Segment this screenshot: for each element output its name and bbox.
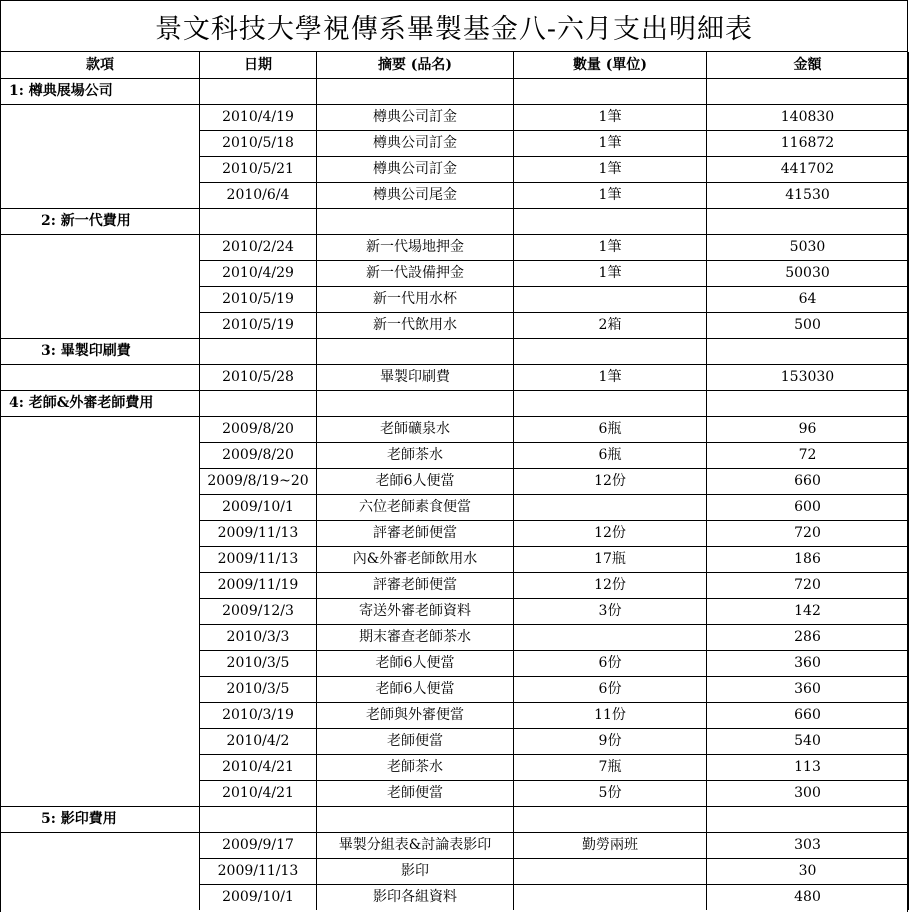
empty-cell[interactable] <box>707 339 909 365</box>
description-cell[interactable]: 老師與外審便當 <box>317 703 514 729</box>
description-cell[interactable]: 老師礦泉水 <box>317 417 514 443</box>
date-cell[interactable]: 2009/11/13 <box>200 859 317 885</box>
empty-cell[interactable] <box>317 391 514 417</box>
sheet-title: 景文科技大學視傳系畢製基金八-六月支出明細表 <box>0 0 908 52</box>
table-row <box>1 235 909 261</box>
date-cell[interactable]: 2010/2/24 <box>200 235 317 261</box>
category-cell[interactable] <box>1 625 200 651</box>
date-cell[interactable]: 2009/8/20 <box>200 417 317 443</box>
table-row <box>1 729 909 755</box>
category-cell[interactable] <box>1 599 200 625</box>
table-row <box>1 287 909 313</box>
category-row <box>1 209 909 235</box>
category-cell[interactable] <box>1 755 200 781</box>
description-cell[interactable]: 畢製分組表&討論表影印 <box>317 833 514 859</box>
date-cell[interactable]: 2010/4/29 <box>200 261 317 287</box>
quantity-cell[interactable] <box>514 859 707 885</box>
empty-cell[interactable] <box>200 391 317 417</box>
empty-cell[interactable] <box>707 209 909 235</box>
quantity-cell[interactable]: 11份 <box>514 703 707 729</box>
empty-cell[interactable] <box>707 391 909 417</box>
quantity-cell[interactable]: 1筆 <box>514 235 707 261</box>
quantity-cell[interactable]: 勤勞兩班 <box>514 833 707 859</box>
date-cell[interactable]: 2010/5/28 <box>200 365 317 391</box>
date-cell[interactable]: 2010/4/21 <box>200 781 317 807</box>
empty-cell[interactable] <box>514 391 707 417</box>
description-cell[interactable]: 新一代場地押金 <box>317 235 514 261</box>
amount-cell[interactable]: 113 <box>707 755 909 781</box>
date-cell[interactable]: 2009/11/19 <box>200 573 317 599</box>
table-row <box>1 781 909 807</box>
quantity-cell[interactable]: 6份 <box>514 677 707 703</box>
empty-cell[interactable] <box>200 807 317 833</box>
table-row <box>1 443 909 469</box>
quantity-cell[interactable] <box>514 495 707 521</box>
amount-cell[interactable]: 660 <box>707 703 909 729</box>
empty-cell[interactable] <box>707 79 909 105</box>
date-cell[interactable]: 2009/10/1 <box>200 495 317 521</box>
amount-cell[interactable]: 441702 <box>707 157 909 183</box>
table-row <box>1 651 909 677</box>
header-category[interactable]: 款項 <box>1 52 200 79</box>
quantity-cell[interactable]: 1筆 <box>514 157 707 183</box>
table-row <box>1 755 909 781</box>
expense-table <box>0 52 909 910</box>
description-cell[interactable]: 評審老師便當 <box>317 521 514 547</box>
description-cell[interactable]: 老師便當 <box>317 729 514 755</box>
amount-cell[interactable]: 140830 <box>707 105 909 131</box>
empty-cell[interactable] <box>317 209 514 235</box>
category-cell[interactable] <box>1 651 200 677</box>
description-cell[interactable]: 畢製印刷費 <box>317 365 514 391</box>
amount-cell[interactable]: 30 <box>707 859 909 885</box>
amount-cell[interactable]: 360 <box>707 677 909 703</box>
category-label[interactable]: 2: 新一代費用 <box>1 209 200 235</box>
empty-cell[interactable] <box>317 79 514 105</box>
quantity-cell[interactable]: 12份 <box>514 573 707 599</box>
quantity-cell[interactable]: 6瓶 <box>514 417 707 443</box>
date-cell[interactable]: 2010/3/19 <box>200 703 317 729</box>
date-cell[interactable]: 2009/8/20 <box>200 443 317 469</box>
amount-cell[interactable]: 64 <box>707 287 909 313</box>
category-cell[interactable] <box>1 729 200 755</box>
category-cell[interactable] <box>1 105 200 131</box>
amount-cell[interactable]: 303 <box>707 833 909 859</box>
table-row <box>1 885 909 911</box>
date-cell[interactable]: 2009/12/3 <box>200 599 317 625</box>
category-row <box>1 79 909 105</box>
amount-cell[interactable]: 720 <box>707 573 909 599</box>
amount-cell[interactable]: 96 <box>707 417 909 443</box>
date-cell[interactable]: 2010/5/21 <box>200 157 317 183</box>
empty-cell[interactable] <box>514 339 707 365</box>
date-cell[interactable]: 2009/8/19~20 <box>200 469 317 495</box>
amount-cell[interactable]: 660 <box>707 469 909 495</box>
empty-cell[interactable] <box>514 209 707 235</box>
amount-cell[interactable]: 286 <box>707 625 909 651</box>
category-cell[interactable] <box>1 365 200 391</box>
quantity-cell[interactable]: 17瓶 <box>514 547 707 573</box>
description-cell[interactable]: 老師便當 <box>317 781 514 807</box>
amount-cell[interactable]: 186 <box>707 547 909 573</box>
date-cell[interactable]: 2010/3/3 <box>200 625 317 651</box>
amount-cell[interactable]: 500 <box>707 313 909 339</box>
header-date[interactable]: 日期 <box>200 52 317 79</box>
category-cell[interactable] <box>1 313 200 339</box>
date-cell[interactable]: 2010/5/19 <box>200 287 317 313</box>
empty-cell[interactable] <box>514 79 707 105</box>
empty-cell[interactable] <box>317 807 514 833</box>
date-cell[interactable]: 2010/5/18 <box>200 131 317 157</box>
table-row <box>1 157 909 183</box>
category-cell[interactable] <box>1 859 200 885</box>
table-row <box>1 469 909 495</box>
description-cell[interactable]: 內&外審老師飲用水 <box>317 547 514 573</box>
amount-cell[interactable]: 50030 <box>707 261 909 287</box>
description-cell[interactable]: 樽典公司訂金 <box>317 131 514 157</box>
description-cell[interactable]: 期末審查老師茶水 <box>317 625 514 651</box>
category-label[interactable]: 3: 畢製印刷費 <box>1 339 200 365</box>
table-row <box>1 547 909 573</box>
date-cell[interactable]: 2009/11/13 <box>200 547 317 573</box>
quantity-cell[interactable]: 3份 <box>514 599 707 625</box>
description-cell[interactable]: 評審老師便當 <box>317 573 514 599</box>
amount-cell[interactable]: 41530 <box>707 183 909 209</box>
date-cell[interactable]: 2009/10/1 <box>200 885 317 911</box>
table-row <box>1 521 909 547</box>
quantity-cell[interactable]: 1筆 <box>514 365 707 391</box>
category-cell[interactable] <box>1 781 200 807</box>
category-cell[interactable] <box>1 235 200 261</box>
category-cell[interactable] <box>1 573 200 599</box>
quantity-cell[interactable]: 6份 <box>514 651 707 677</box>
description-cell[interactable]: 新一代用水杯 <box>317 287 514 313</box>
quantity-cell[interactable] <box>514 885 707 911</box>
description-cell[interactable]: 六位老師素食便當 <box>317 495 514 521</box>
header-quantity[interactable]: 數量 (單位) <box>514 52 707 79</box>
category-cell[interactable] <box>1 443 200 469</box>
table-row <box>1 703 909 729</box>
amount-cell[interactable]: 600 <box>707 495 909 521</box>
category-cell[interactable] <box>1 703 200 729</box>
quantity-cell[interactable]: 5份 <box>514 781 707 807</box>
amount-cell[interactable]: 300 <box>707 781 909 807</box>
quantity-cell[interactable] <box>514 287 707 313</box>
category-label[interactable]: 5: 影印費用 <box>1 807 200 833</box>
category-label[interactable]: 4: 老師&外審老師費用 <box>1 391 200 417</box>
empty-cell[interactable] <box>200 79 317 105</box>
description-cell[interactable]: 影印各組資料 <box>317 885 514 911</box>
amount-cell[interactable]: 480 <box>707 885 909 911</box>
table-row <box>1 677 909 703</box>
quantity-cell[interactable]: 12份 <box>514 469 707 495</box>
quantity-cell[interactable] <box>514 625 707 651</box>
category-cell[interactable] <box>1 417 200 443</box>
table-row <box>1 131 909 157</box>
table-row <box>1 365 909 391</box>
quantity-cell[interactable]: 9份 <box>514 729 707 755</box>
table-row <box>1 495 909 521</box>
category-cell[interactable] <box>1 469 200 495</box>
category-cell[interactable] <box>1 885 200 911</box>
category-cell[interactable] <box>1 521 200 547</box>
date-cell[interactable]: 2010/5/19 <box>200 313 317 339</box>
description-cell[interactable]: 樽典公司訂金 <box>317 157 514 183</box>
description-cell[interactable]: 老師6人便當 <box>317 677 514 703</box>
table-row <box>1 105 909 131</box>
category-cell[interactable] <box>1 677 200 703</box>
empty-cell[interactable] <box>514 807 707 833</box>
header-amount[interactable]: 金額 <box>707 52 909 79</box>
table-row <box>1 833 909 859</box>
date-cell[interactable]: 2010/4/2 <box>200 729 317 755</box>
header-description[interactable]: 摘要 (品名) <box>317 52 514 79</box>
table-body <box>1 79 909 911</box>
table-row <box>1 417 909 443</box>
category-cell[interactable] <box>1 833 200 859</box>
description-cell[interactable]: 老師6人便當 <box>317 469 514 495</box>
table-row <box>1 313 909 339</box>
date-cell[interactable]: 2010/3/5 <box>200 677 317 703</box>
empty-cell[interactable] <box>317 339 514 365</box>
category-cell[interactable] <box>1 495 200 521</box>
header-row <box>1 52 909 79</box>
description-cell[interactable]: 樽典公司訂金 <box>317 105 514 131</box>
description-cell[interactable]: 老師6人便當 <box>317 651 514 677</box>
amount-cell[interactable]: 153030 <box>707 365 909 391</box>
description-cell[interactable]: 新一代飲用水 <box>317 313 514 339</box>
category-row <box>1 807 909 833</box>
empty-cell[interactable] <box>200 339 317 365</box>
amount-cell[interactable]: 142 <box>707 599 909 625</box>
category-cell[interactable] <box>1 287 200 313</box>
description-cell[interactable]: 寄送外審老師資料 <box>317 599 514 625</box>
description-cell[interactable]: 老師茶水 <box>317 755 514 781</box>
amount-cell[interactable]: 360 <box>707 651 909 677</box>
category-row <box>1 339 909 365</box>
amount-cell[interactable]: 720 <box>707 521 909 547</box>
category-cell[interactable] <box>1 157 200 183</box>
date-cell[interactable]: 2010/6/4 <box>200 183 317 209</box>
quantity-cell[interactable]: 1筆 <box>514 131 707 157</box>
quantity-cell[interactable]: 1筆 <box>514 261 707 287</box>
description-cell[interactable]: 樽典公司尾金 <box>317 183 514 209</box>
quantity-cell[interactable]: 2箱 <box>514 313 707 339</box>
category-cell[interactable] <box>1 261 200 287</box>
description-cell[interactable]: 影印 <box>317 859 514 885</box>
amount-cell[interactable]: 116872 <box>707 131 909 157</box>
table-row <box>1 261 909 287</box>
empty-cell[interactable] <box>707 807 909 833</box>
date-cell[interactable]: 2010/4/21 <box>200 755 317 781</box>
date-cell[interactable]: 2010/3/5 <box>200 651 317 677</box>
category-cell[interactable] <box>1 547 200 573</box>
category-label[interactable]: 1: 樽典展場公司 <box>1 79 200 105</box>
date-cell[interactable]: 2009/9/17 <box>200 833 317 859</box>
category-row <box>1 391 909 417</box>
empty-cell[interactable] <box>200 209 317 235</box>
table-row <box>1 599 909 625</box>
quantity-cell[interactable]: 6瓶 <box>514 443 707 469</box>
table-row <box>1 573 909 599</box>
description-cell[interactable]: 老師茶水 <box>317 443 514 469</box>
table-row <box>1 625 909 651</box>
table-row <box>1 183 909 209</box>
table-row <box>1 859 909 885</box>
quantity-cell[interactable]: 7瓶 <box>514 755 707 781</box>
date-cell[interactable]: 2010/4/19 <box>200 105 317 131</box>
quantity-cell[interactable]: 12份 <box>514 521 707 547</box>
category-cell[interactable] <box>1 183 200 209</box>
quantity-cell[interactable]: 1筆 <box>514 105 707 131</box>
amount-cell[interactable]: 540 <box>707 729 909 755</box>
category-cell[interactable] <box>1 131 200 157</box>
date-cell[interactable]: 2009/11/13 <box>200 521 317 547</box>
amount-cell[interactable]: 5030 <box>707 235 909 261</box>
quantity-cell[interactable]: 1筆 <box>514 183 707 209</box>
description-cell[interactable]: 新一代設備押金 <box>317 261 514 287</box>
amount-cell[interactable]: 72 <box>707 443 909 469</box>
